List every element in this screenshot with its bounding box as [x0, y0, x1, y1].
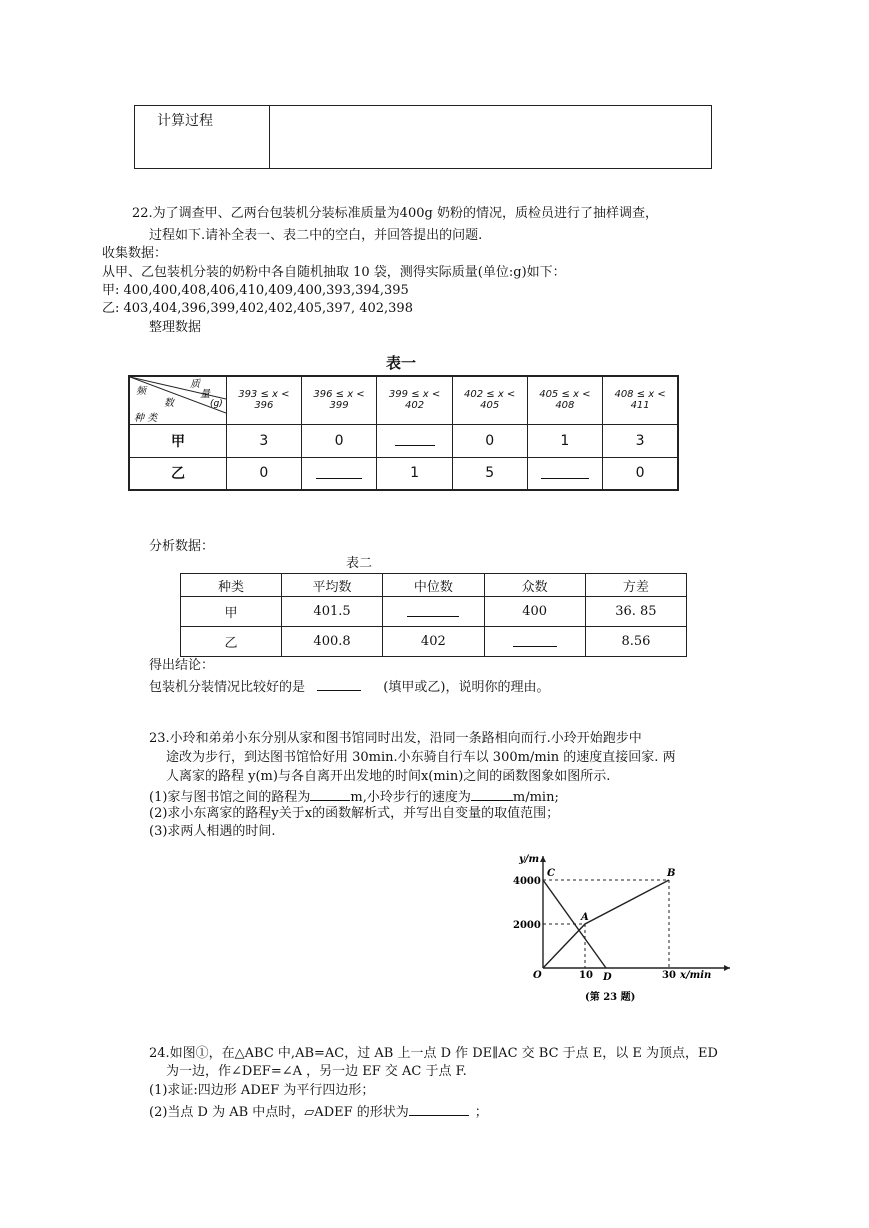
- table2-header: 众数: [484, 574, 585, 597]
- table1-cell: 0: [301, 424, 377, 457]
- q24-sub2-a: (2)当点 D 为 AB 中点时，▱ADEF 的形状为: [149, 1105, 409, 1120]
- q22-collect-desc: 从甲、乙包装机分装的奶粉中各自随机抽取 10 袋，测得实际质量(单位:g)如下：: [102, 265, 566, 280]
- q22-organize: 整理数据: [149, 320, 202, 335]
- table1-row-jia: [129, 424, 678, 457]
- table1-range-0: 393 ≤ x < 396: [227, 376, 302, 424]
- q22-jia-data: 甲: 400,400,408,406,410,409,400,393,394,395: [102, 283, 409, 298]
- table2-cell: 402: [383, 627, 484, 657]
- x-axis-label: x/min: [680, 970, 712, 981]
- table2-row-label: 乙: [181, 627, 282, 657]
- q22-yi-data: 乙: 403,404,396,399,402,402,405,397, 402,398: [102, 301, 413, 316]
- point-label-c: C: [547, 868, 555, 879]
- q22-analyze: 分析数据：: [149, 539, 215, 554]
- answer-blank[interactable]: [310, 786, 350, 801]
- table2-blank-cell[interactable]: [383, 597, 484, 627]
- point-label-b: B: [667, 868, 676, 879]
- x-axis-arrow-icon: [724, 965, 730, 971]
- table1-corner-unit: (g): [210, 399, 223, 409]
- q24-line1: 24.如图①，在△ABC 中,AB=AC，过 AB 上一点 D 作 DE∥AC 交 BC 于点 E，以 E 为顶点，ED: [149, 1046, 718, 1061]
- q22-line2: 过程如下.请补全表一、表二中的空白，并回答提出的问题.: [149, 228, 483, 243]
- q22-question-b: (填甲或乙)，说明你的理由。: [383, 680, 550, 695]
- answer-blank[interactable]: [316, 464, 362, 479]
- table1-corner-diagonals: [130, 377, 226, 425]
- table1-range-1: 396 ≤ x < 399: [301, 376, 377, 424]
- table1-range-2: 399 ≤ x < 402: [377, 376, 452, 424]
- table1-corner-top: 质: [190, 379, 200, 390]
- y-axis-arrow-icon: [540, 856, 546, 862]
- q24-sub2-b: ；: [474, 1105, 488, 1120]
- q23-sub1-b: m,小玲步行的速度为: [350, 790, 471, 805]
- table2-cell: 8.56: [585, 627, 686, 657]
- table1-range-3: 402 ≤ x < 405: [452, 376, 527, 424]
- table1-corner-top2: 量: [200, 389, 210, 400]
- answer-blank[interactable]: [409, 1101, 469, 1116]
- table2-cell: 36. 85: [585, 597, 686, 627]
- table1-range-5: 408 ≤ x < 411: [603, 376, 678, 424]
- y-tick-4000: 4000: [513, 876, 541, 887]
- table2-row-yi: [181, 627, 687, 657]
- table2-header-row: [181, 574, 687, 597]
- answer-blank[interactable]: [407, 602, 459, 617]
- q24-line2: 为一边，作∠DEF=∠A ，另一边 EF 交 AC 于点 F.: [166, 1064, 467, 1079]
- q23-sub1-c: m/min;: [512, 790, 559, 805]
- q22-line1: 22.为了调查甲、乙两台包装机分装标准质量为400g 奶粉的情况，质检员进行了抽样调查，: [132, 206, 658, 221]
- q24-sub2: [149, 1101, 488, 1122]
- table1-corner-mid2: 数: [164, 398, 174, 409]
- calc-process-answer-cell[interactable]: [270, 106, 712, 169]
- q22-question: [149, 676, 549, 697]
- answer-blank[interactable]: [471, 786, 513, 801]
- table1-corner-cell: [129, 376, 227, 424]
- table1-blank-cell[interactable]: [527, 457, 603, 490]
- table1-cell: 0: [603, 457, 678, 490]
- table1-range-4: 405 ≤ x < 408: [527, 376, 603, 424]
- graph-caption: (第 23 题): [585, 992, 636, 1003]
- table1-cell: 5: [452, 457, 527, 490]
- q23-sub3: (3)求两人相遇的时间.: [149, 824, 276, 839]
- point-label-o: O: [533, 970, 542, 981]
- y-tick-2000: 2000: [513, 920, 541, 931]
- q24-sub1: (1)求证:四边形 ADEF 为平行四边形；: [149, 1083, 375, 1098]
- table1-row-label: 乙: [129, 457, 227, 490]
- q23-sub2: (2)求小东离家的路程y关于x的函数解析式，并写出自变量的取值范围；: [149, 806, 560, 821]
- table1-cell: 1: [377, 457, 452, 490]
- x-tick-30: 30: [662, 970, 676, 981]
- statistics-table: [180, 573, 687, 657]
- table2-header: 方差: [585, 574, 686, 597]
- q23-sub1-a: (1)家与图书馆之间的路程为: [149, 790, 311, 805]
- table1-title: 表一: [386, 354, 417, 372]
- table1-cell: 3: [603, 424, 678, 457]
- answer-blank[interactable]: [395, 431, 435, 446]
- table2-header: 平均数: [281, 574, 382, 597]
- table1-cell: 1: [527, 424, 603, 457]
- q22-question-a: 包装机分装情况比较好的是: [149, 680, 306, 695]
- table1-blank-cell[interactable]: [377, 424, 452, 457]
- q23-sub1: [149, 786, 559, 807]
- table2-row-jia: [181, 597, 687, 627]
- table1-cell: 0: [452, 424, 527, 457]
- q23-line2: 途改为步行，到达图书馆恰好用 30min.小东骑自行车以 300m/min 的速度直接回家. 两: [166, 750, 676, 765]
- table2-cell: 400.8: [281, 627, 382, 657]
- table2-title: 表二: [346, 556, 373, 571]
- x-tick-10: 10: [579, 970, 593, 981]
- table2-cell: 400: [484, 597, 585, 627]
- q23-function-graph: [505, 850, 735, 1010]
- table1-row-yi: [129, 457, 678, 490]
- q22-collect-title: 收集数据：: [102, 246, 168, 261]
- q22-conclusion: 得出结论：: [149, 658, 215, 673]
- table2-blank-cell[interactable]: [484, 627, 585, 657]
- table2-header: 中位数: [383, 574, 484, 597]
- table2-row-label: 甲: [181, 597, 282, 627]
- q23-line1: 23.小玲和弟弟小东分别从家和图书馆同时出发，沿同一条路相向而行.小玲开始跑步中: [149, 731, 642, 746]
- table1-blank-cell[interactable]: [301, 457, 377, 490]
- answer-blank[interactable]: [541, 464, 589, 479]
- table2-cell: 401.5: [281, 597, 382, 627]
- calc-process-label: 计算过程: [135, 106, 270, 169]
- table1-corner-mid: 频: [136, 386, 146, 397]
- table1-cell: 0: [227, 457, 302, 490]
- q23-line3: 人离家的路程 y(m)与各自离开出发地的时间x(min)之间的函数图象如图所示.: [166, 769, 611, 784]
- frequency-table: [128, 375, 679, 491]
- table1-cell: 3: [227, 424, 302, 457]
- xiaodong-line: [543, 880, 606, 968]
- answer-blank[interactable]: [513, 632, 557, 647]
- y-axis-label: y/m: [519, 854, 540, 865]
- table1-corner-bottom: 种 类: [134, 413, 158, 424]
- point-label-d: D: [603, 972, 612, 983]
- point-label-a: A: [581, 912, 589, 923]
- answer-blank[interactable]: [317, 676, 361, 691]
- calc-process-table: [134, 105, 712, 169]
- table1-row-label: 甲: [129, 424, 227, 457]
- table2-header: 种类: [181, 574, 282, 597]
